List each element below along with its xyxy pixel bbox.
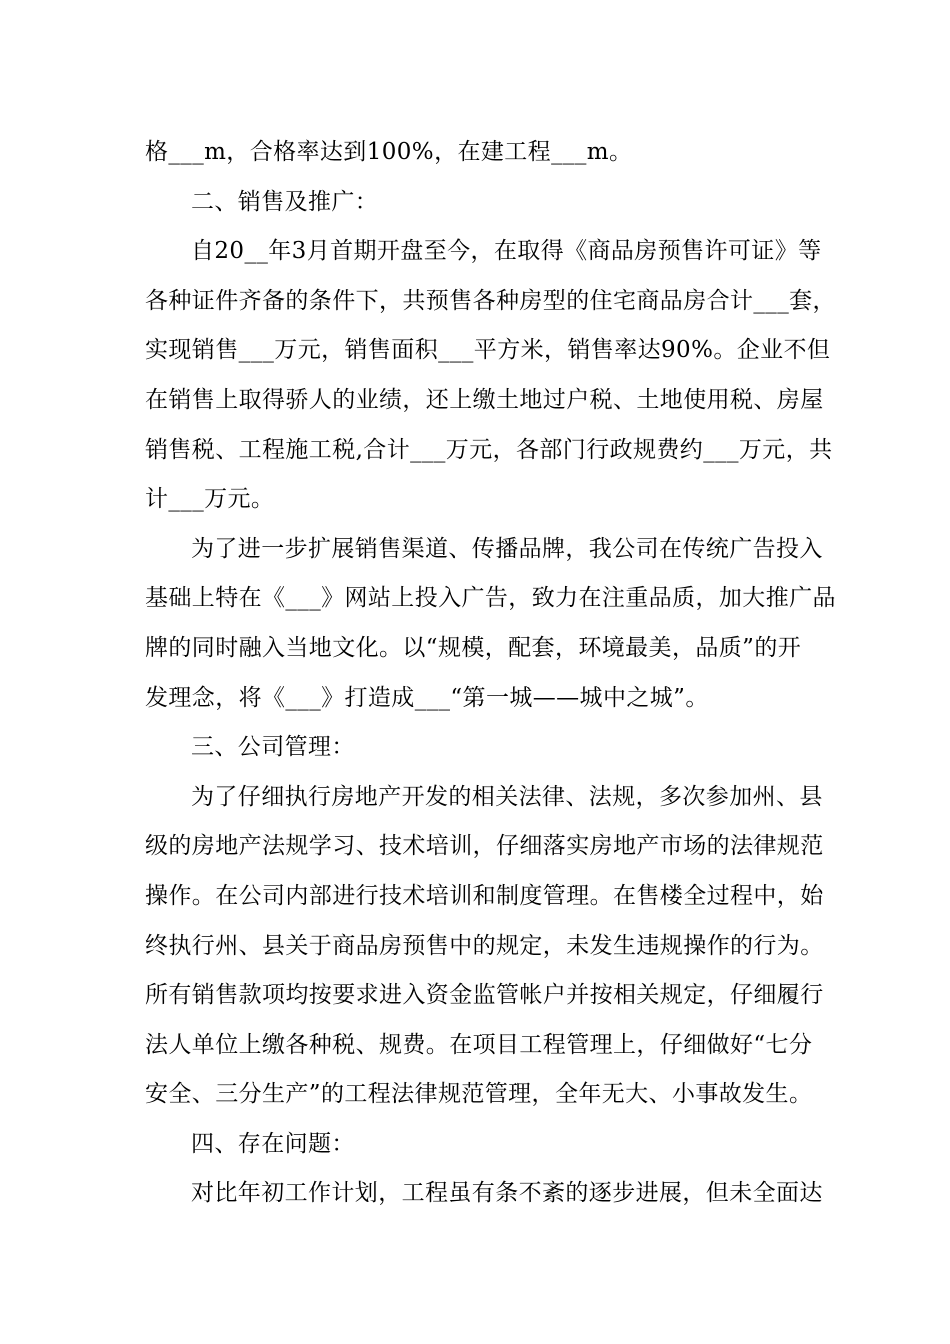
text-line: 为了进一步扩展销售渠道、传播品牌，我公司在传统广告投入: [191, 535, 823, 562]
text-line: 基础上特在《___》网站上投入广告，致力在注重品质，加大推广品: [145, 585, 836, 612]
document-body: [145, 128, 836, 1219]
text-line: 所有销售款项均按要求进入资金监管帐户并按相关规定，仔细履行: [145, 982, 824, 1009]
section-heading-sales: 二、销售及推广：: [191, 188, 379, 215]
text-line: 格___m，合格率达到100%，在建工程___m。: [145, 139, 633, 165]
text-line: 销售税、工程施工税,合计___万元，各部门行政规费约___万元，共: [145, 436, 833, 463]
text-line: 计___万元。: [145, 486, 275, 513]
text-line: 为了仔细执行房地产开发的相关法律、法规，多次参加州、县: [191, 783, 823, 810]
text-line: 操作。在公司内部进行技术培训和制度管理。在售楼全过程中，始: [145, 882, 824, 909]
text-line: 自20__年3月首期开盘至今，在取得《商品房预售许可证》等: [191, 238, 822, 265]
text-line: 在销售上取得骄人的业绩，还上缴土地过户税、土地使用税、房屋: [145, 386, 824, 413]
text-line: 安全、三分生产”的工程法律规范管理，全年无大、小事故发生。: [145, 1081, 813, 1108]
text-line: 实现销售___万元，销售面积___平方米，销售率达90%。企业不但: [145, 337, 831, 364]
text-line: 终执行州、县关于商品房预售中的规定，未发生违规操作的行为。: [145, 932, 824, 959]
text-line: 对比年初工作计划，工程虽有条不紊的逐步进展，但未全面达: [191, 1180, 823, 1207]
section-heading-problems: 四、存在问题：: [191, 1130, 355, 1157]
text-line: 发理念，将《___》打造成___“第一城——城中之城”。: [145, 684, 709, 711]
text-line: 各种证件齐备的条件下，共预售各种房型的住宅商品房合计___套，: [145, 287, 836, 314]
text-line: 级的房地产法规学习、技术培训，仔细落实房地产市场的法律规范: [145, 833, 824, 860]
text-line: 法人单位上缴各种税、规费。在项目工程管理上，仔细做好“七分: [145, 1031, 813, 1058]
section-heading-management: 三、公司管理：: [191, 734, 355, 761]
text-line: 牌的同时融入当地文化。以“规模，配套，环境最美，品质”的开: [145, 634, 802, 661]
